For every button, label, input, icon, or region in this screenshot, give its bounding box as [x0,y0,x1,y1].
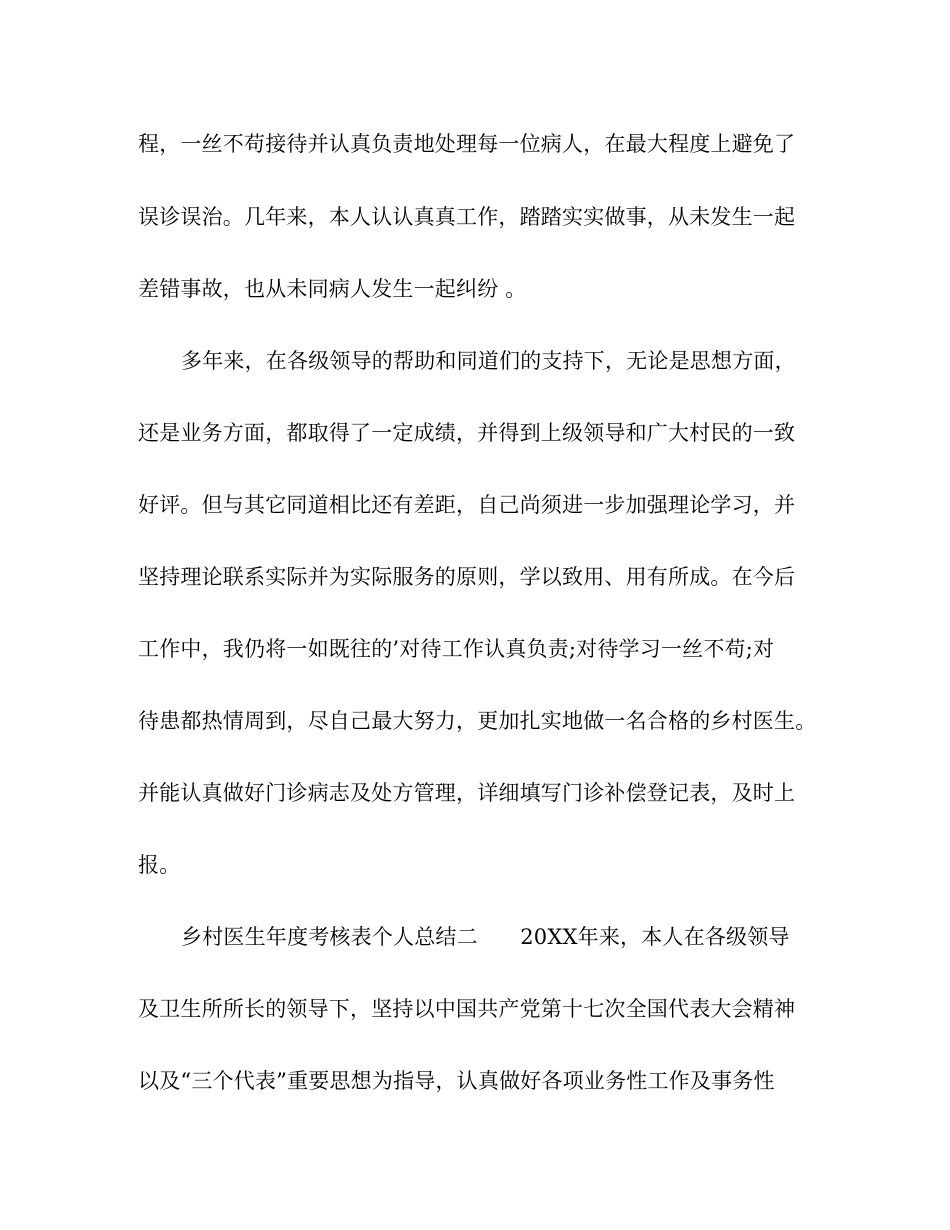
text-line: 以及“三个代表”重要思想为指导，认真做好各项业务性工作及事务性 [138,1069,775,1093]
paragraph-start-line: 多年来，在各级领导的帮助和同道们的支持下，无论是思想方面， [181,349,796,373]
section-heading-line: 乡村医生年度考核表个人总结二 20XX年来，本人在各级领导 [181,925,790,949]
text-line: 误诊误治。几年来，本人认认真真工作，踏踏实实做事，从未发生一起 [138,205,796,229]
text-line: 及卫生所所长的领导下，坚持以中国共产党第十七次全国代表大会精神 [138,997,796,1021]
text-line: 工作中，我仍将一如既往的’对待工作认真负责;对待学习一丝不苟;对 [138,637,775,661]
text-line: 待患都热情周到，尽自己最大努力，更加扎实地做一名合格的乡村医生。 [138,709,817,733]
text-line: 差错事故，也从未同病人发生一起纠纷 。 [138,277,527,301]
text-line: 好评。但与其它同道相比还有差距，自己尚须进一步加强理论学习，并 [138,493,796,517]
text-line: 坚持理论联系实际并为实际服务的原则，学以致用、用有所成。在今后 [138,565,796,589]
text-line: 还是业务方面，都取得了一定成绩，并得到上级领导和广大村民的一致 [138,421,796,445]
text-line: 程，一丝不苟接待并认真负责地处理每一位病人，在最大程度上避免了 [138,132,796,156]
text-line: 报。 [138,853,181,877]
text-line: 并能认真做好门诊病志及处方管理，详细填写门诊补偿登记表，及时上 [138,781,796,805]
